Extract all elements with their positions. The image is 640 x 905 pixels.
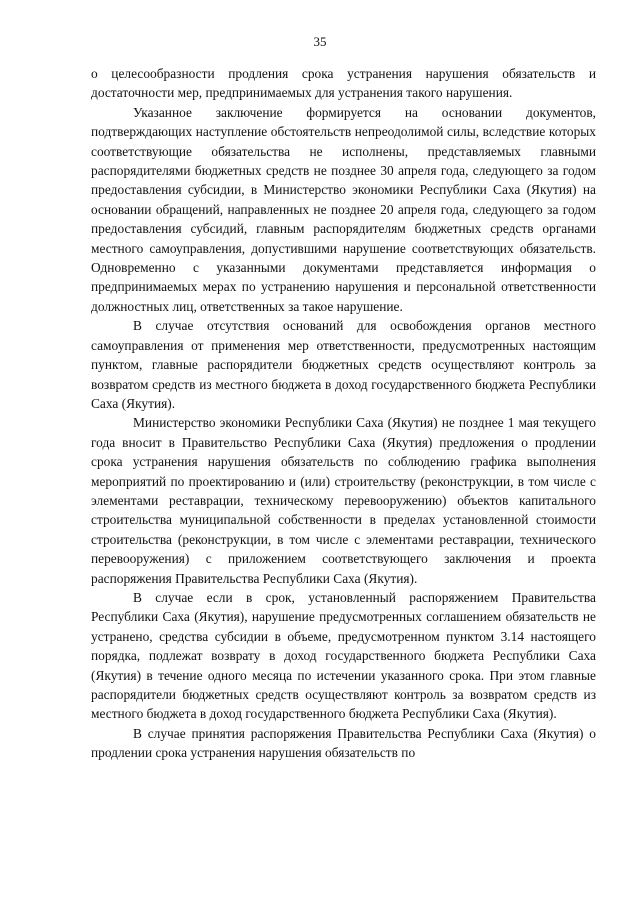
paragraph-ministry-proposal: Министерство экономики Республики Саха (Якутия) не позднее 1 мая текущего года вносит в Правительство Республики Саха (Якутия) предложения о продлении срока устранения нарушения обязательств по соблюдению графика выполнения мероприятий по проектированию и (или) строительству (реконструкции, в том числе с элементами реставрации, техническому перевооружению) объектов капитального строительства муниципальной собственности в пределах установленной стоимости строительства (реконструкции, в том числе с элементами реставрации, технического перевооружения) с приложением соответствующего заключения и проекта распоряжения Правительства Республики Саха (Якутия). xyxy=(91,415,596,586)
page-number: 35 xyxy=(313,34,327,49)
document-body xyxy=(91,64,596,763)
paragraph-conclusion-basis: Указанное заключение формируется на основании документов, подтверждающих наступление обстоятельств непреодолимой силы, вследствие которых соответствующие обязательства не исполнены, представляемых главными распорядителями бюджетных средств не позднее 30 апреля года, следующего за годом предоставления субсидии, в Министерство экономики Республики Саха (Якутия) на основании обращений, направленных не позднее 20 апреля года, следующего за годом предоставления субсидий, главным распорядителям бюджетных средств органами местного самоуправления, допустившими нарушение соответствующих обязательств. Одновременно с указанными документами представляется информация о предпринимаемых мерах по устранению нарушения и персональной ответственности должностных лиц, ответственных за такое нарушение. xyxy=(91,104,596,314)
paragraph-refund: В случае если в срок, установленный распоряжением Правительства Республики Саха (Якутия), нарушение предусмотренных соглашением обязательств не устранено, средства субсидии в объеме, предусмотренном пунктом 3.14 настоящего порядка, подлежат возврату в доход государственного бюджета Республики Саха (Якутия) в течение одного месяца по истечении указанного срока. При этом главные распорядители бюджетных средств осуществляют контроль за возвратом средств из местного бюджета в доход государственного бюджета Республики Саха (Якутия). xyxy=(91,589,596,722)
paragraph-no-exemption: В случае отсутствия оснований для освобождения органов местного самоуправления от применения мер ответственности, предусмотренных настоящим пунктом, главные распорядители бюджетных средств осуществляют контроль за возвратом средств из местного бюджета в доход государственного бюджета Республики Саха (Якутия). xyxy=(91,318,596,411)
paragraph-continuation: о целесообразности продления срока устранения нарушения обязательств и достаточности мер, предпринимаемых для устранения такого нарушения. xyxy=(91,66,596,101)
paragraph-extension-decision: В случае принятия распоряжения Правительства Республики Саха (Якутия) о продлении срока устранения нарушения обязательств по xyxy=(91,725,596,761)
